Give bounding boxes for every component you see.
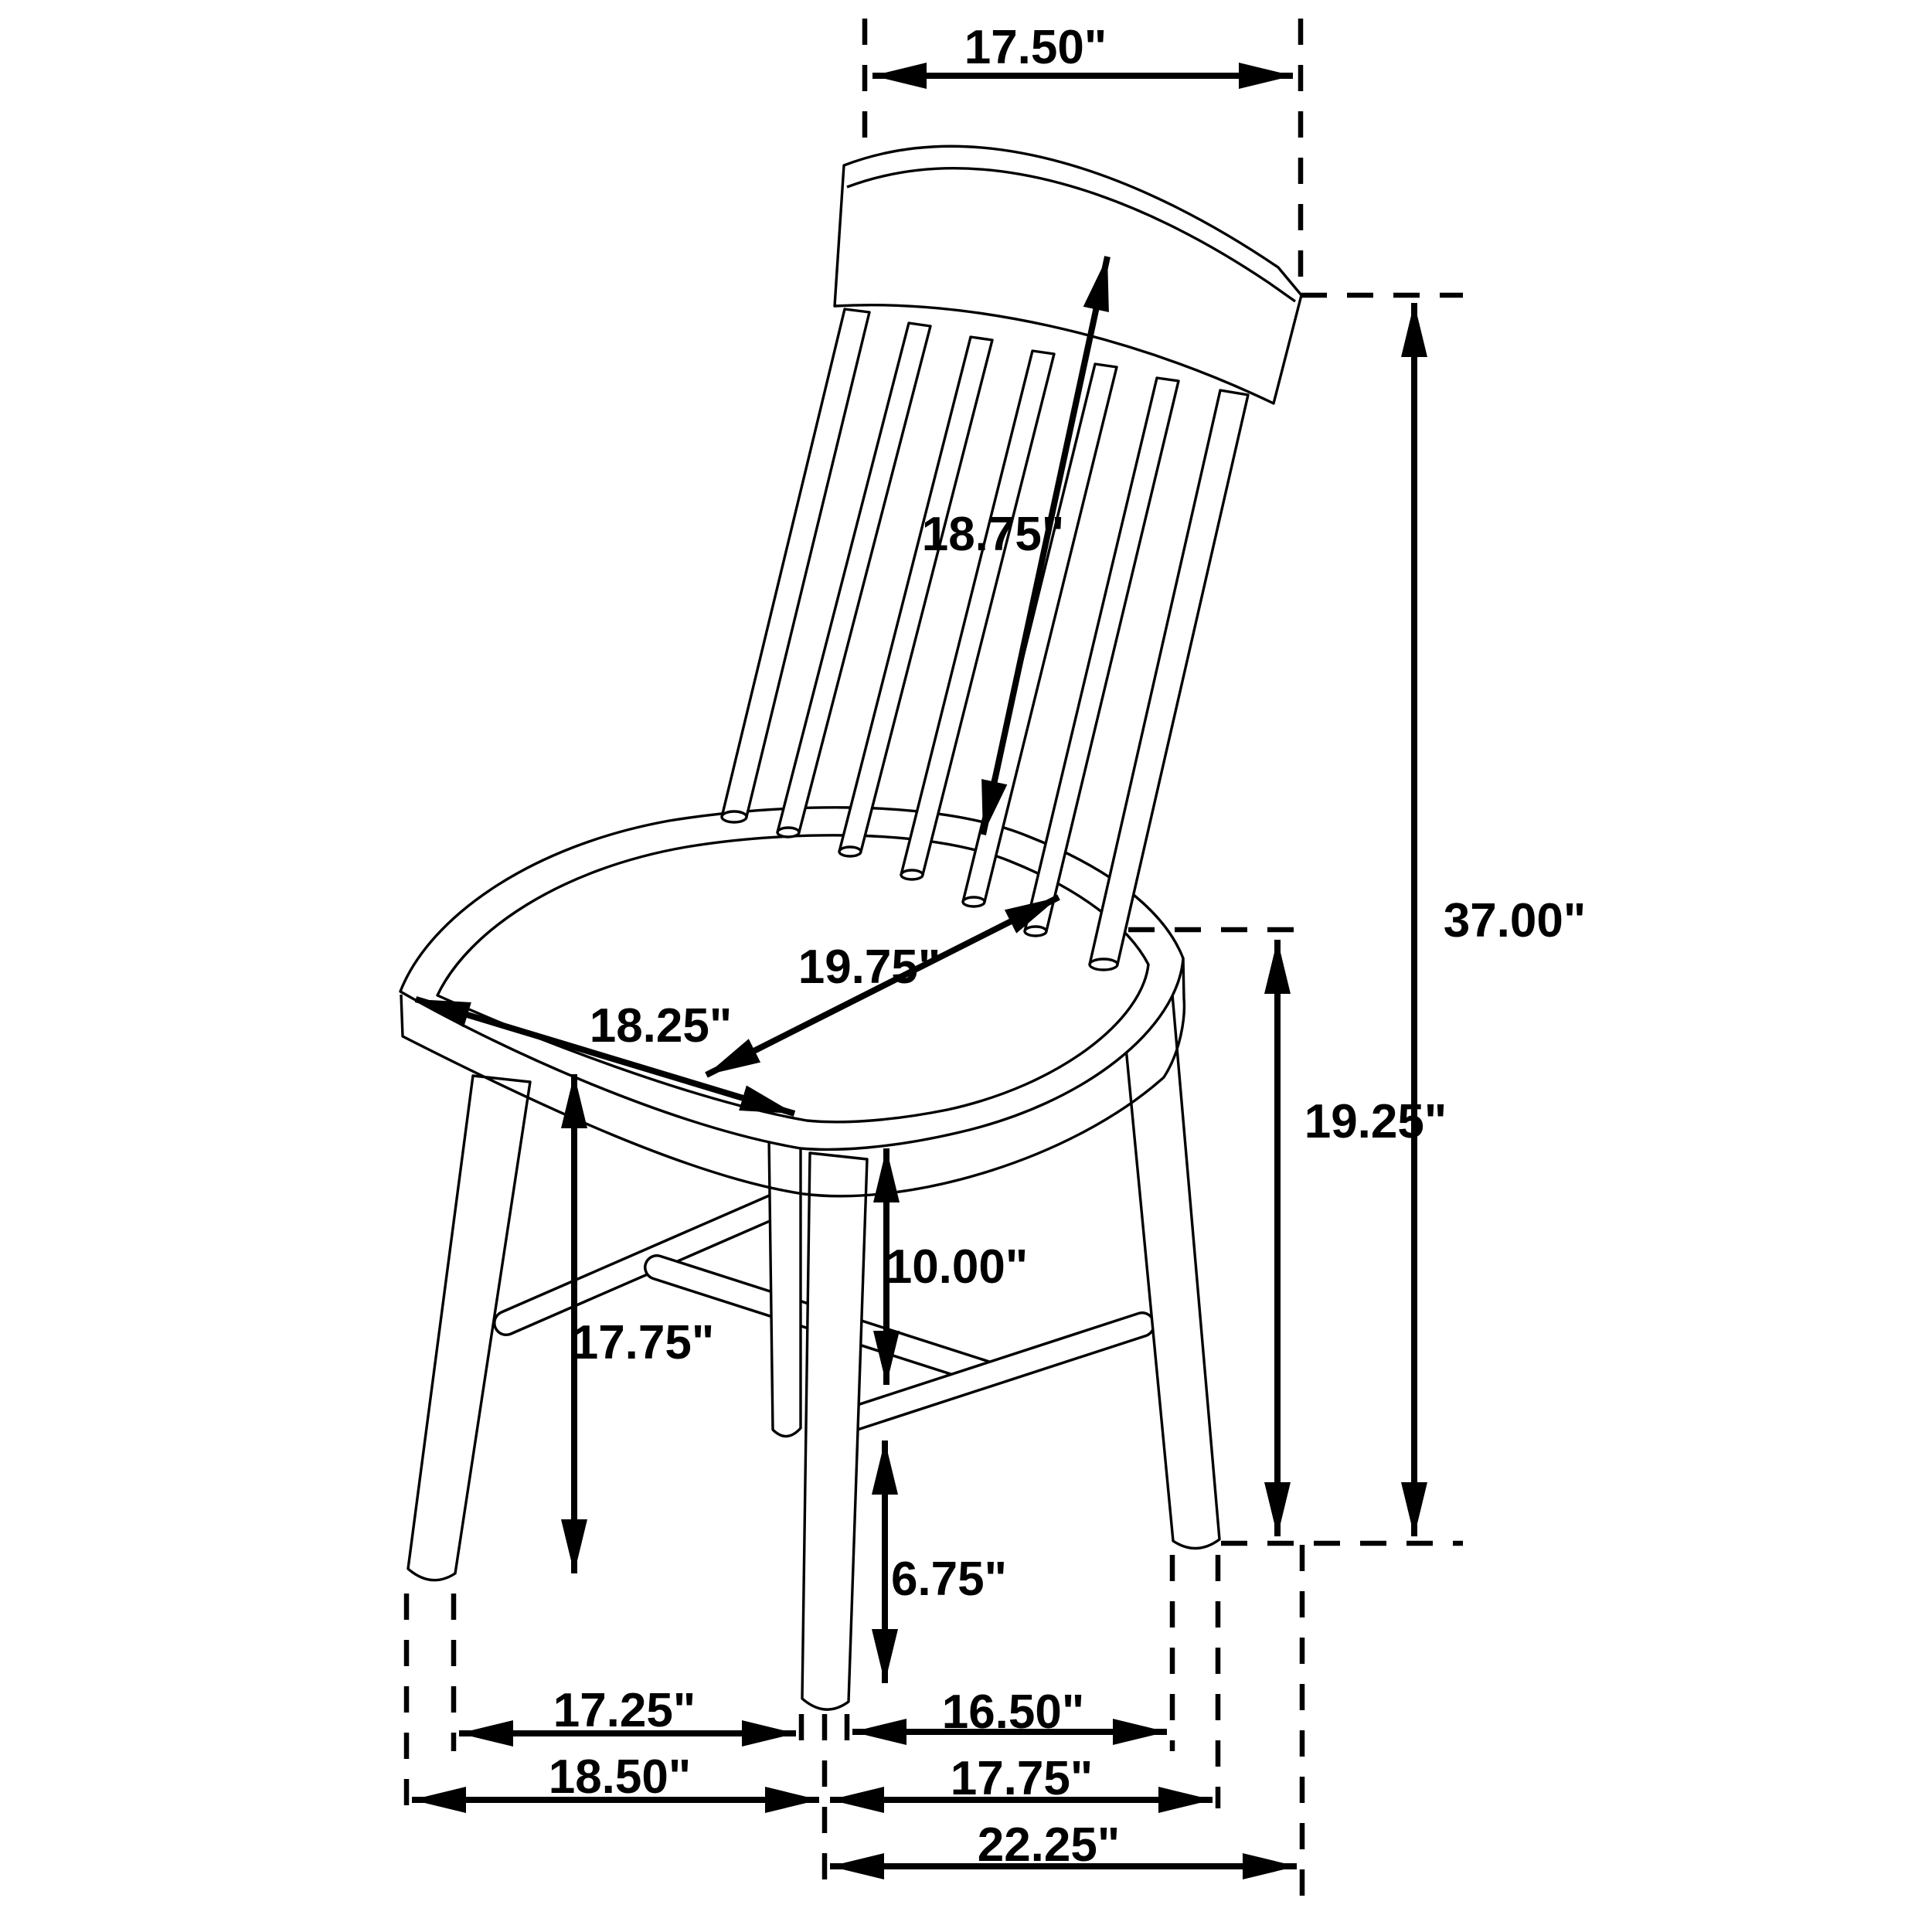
label-seat-height: 19.25" <box>1304 1095 1447 1148</box>
label-overall-height: 37.00" <box>1443 894 1587 947</box>
label-overall-depth: 22.25" <box>977 1818 1121 1872</box>
label-crest-rail-width: 17.50" <box>964 21 1107 74</box>
label-seat-depth: 19.75" <box>798 940 941 994</box>
label-front-rear-inner-span: 16.50" <box>941 1685 1085 1739</box>
label-front-feet-inner-span: 17.25" <box>553 1684 696 1737</box>
label-front-feet-outer-span: 18.50" <box>548 1750 692 1804</box>
label-stretcher-to-floor: 6.75" <box>890 1553 1008 1606</box>
label-front-rear-outer-span: 17.75" <box>950 1752 1094 1805</box>
rear-right-leg <box>1119 968 1219 1549</box>
label-front-leg-height: 17.75" <box>571 1316 715 1369</box>
front-right-leg <box>802 1153 867 1709</box>
label-seat-to-stretcher: 10.00" <box>885 1240 1029 1294</box>
label-backrest-length: 18.75" <box>921 508 1065 561</box>
label-seat-front-width: 18.25" <box>589 999 733 1053</box>
chair-drawing <box>400 146 1301 1709</box>
